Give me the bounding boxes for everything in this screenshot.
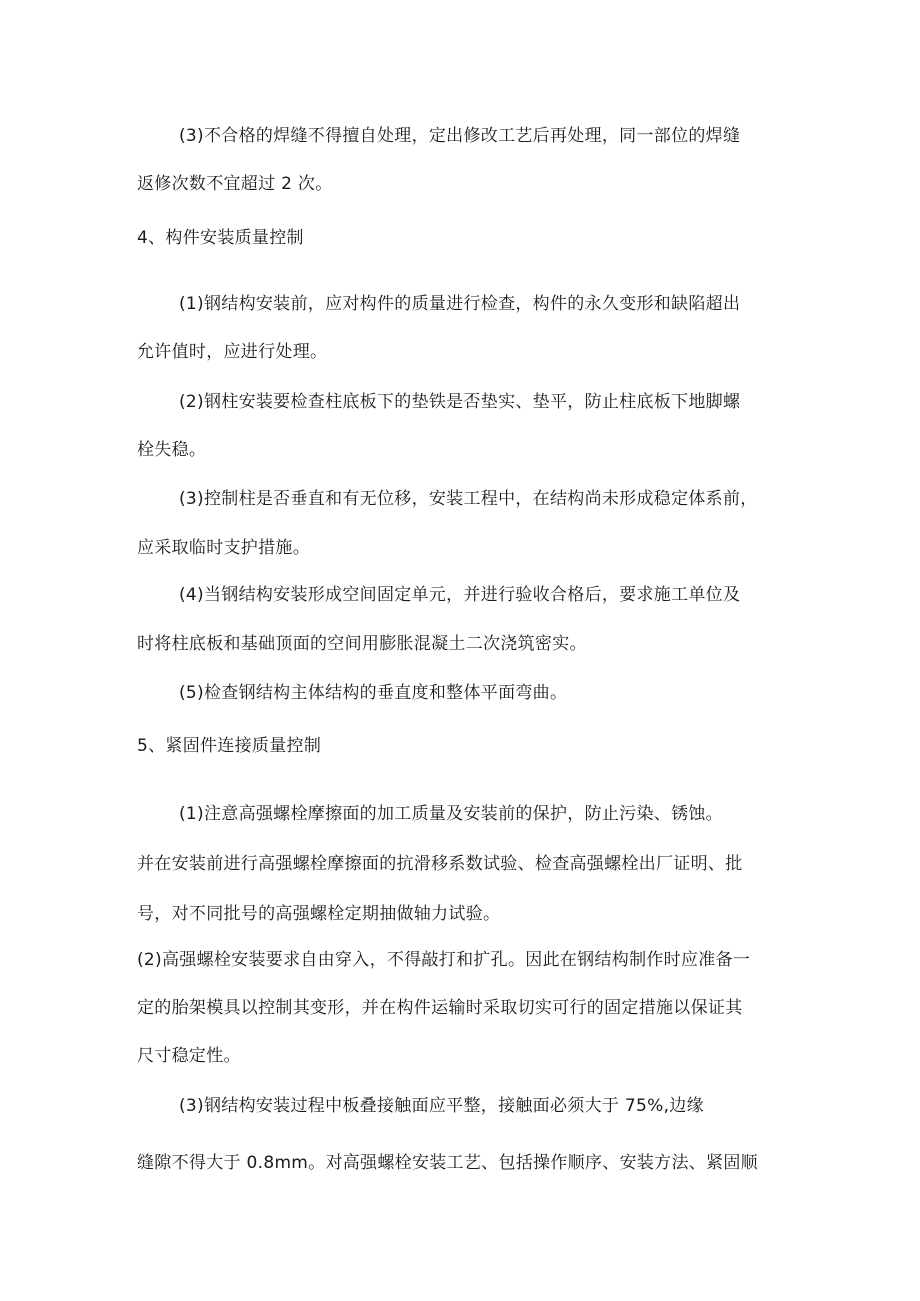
section-heading: 5、紧固件连接质量控制	[137, 736, 322, 756]
paragraph-line: (2)钢柱安装要检查柱底板下的垫铁是否垫实、垫平，防止柱底板下地脚螺	[179, 392, 741, 412]
paragraph-line: (2)高强螺栓安装要求自由穿入，不得敲打和扩孔。因此在钢结构制作时应准备一	[137, 950, 751, 970]
paragraph-line: 允许值时，应进行处理。	[137, 342, 328, 362]
paragraph-line: (3)不合格的焊缝不得擅自处理，定出修改工艺后再处理，同一部位的焊缝	[179, 126, 741, 146]
paragraph-line: 应采取临时支护措施。	[137, 538, 310, 558]
paragraph-line: 尺寸稳定性。	[137, 1046, 241, 1066]
paragraph-line: 缝隙不得大于 0.8mm。对高强螺栓安装工艺、包括操作顺序、安装方法、紧固顺	[137, 1153, 758, 1173]
paragraph-line: 并在安装前进行高强螺栓摩擦面的抗滑移系数试验、检查高强螺栓出厂证明、批	[137, 854, 743, 874]
paragraph-line: (3)钢结构安装过程中板叠接触面应平整，接触面必须大于 75%,边缘	[179, 1096, 704, 1116]
section-heading: 4、构件安装质量控制	[137, 228, 304, 248]
paragraph-line: 返修次数不宜超过 2 次。	[137, 174, 333, 194]
paragraph-line: 时将柱底板和基础顶面的空间用膨胀混凝土二次浇筑密实。	[137, 634, 587, 654]
paragraph-line: 号，对不同批号的高强螺栓定期抽做轴力试验。	[137, 904, 501, 924]
paragraph-line: (1)注意高强螺栓摩擦面的加工质量及安装前的保护，防止污染、锈蚀。	[179, 804, 723, 824]
paragraph-line: (4)当钢结构安装形成空间固定单元，并进行验收合格后，要求施工单位及	[179, 585, 741, 605]
paragraph-line: 栓失稳。	[137, 440, 207, 460]
paragraph-line: (1)钢结构安装前，应对构件的质量进行检查，构件的永久变形和缺陷超出	[179, 294, 741, 314]
paragraph-line: (3)控制柱是否垂直和有无位移，安装工程中，在结构尚未形成稳定体系前，	[179, 489, 758, 509]
paragraph-line: (5)检查钢结构主体结构的垂直度和整体平面弯曲。	[179, 683, 568, 703]
paragraph-line: 定的胎架模具以控制其变形，并在构件运输时采取切实可行的固定措施以保证其	[137, 998, 743, 1018]
